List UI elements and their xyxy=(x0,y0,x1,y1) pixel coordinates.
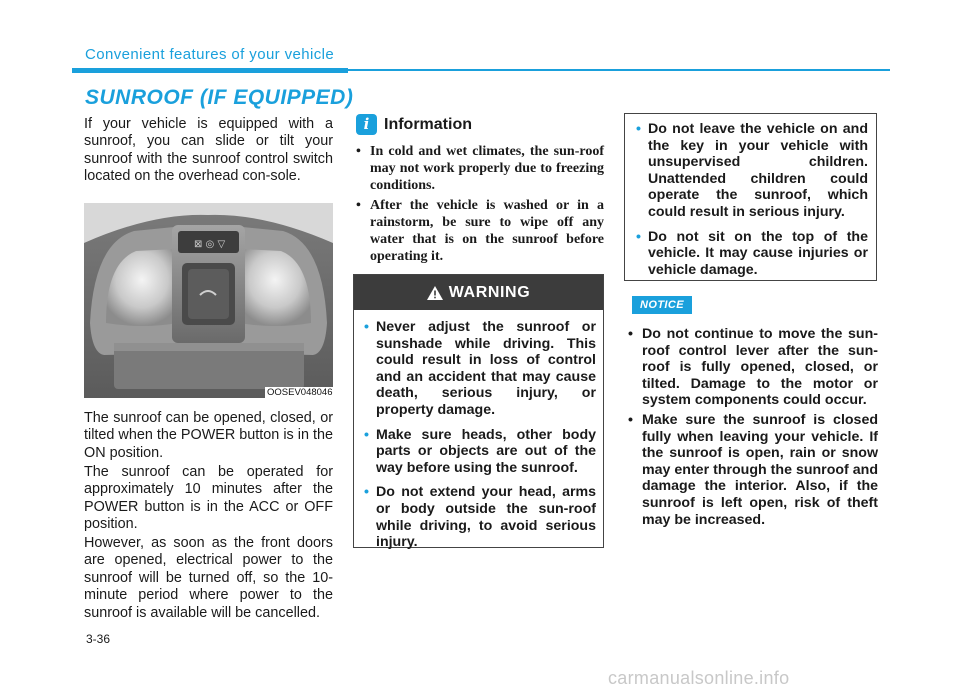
warning-item: • Make sure heads, other body parts or objects are out of the way before using the sunroof. xyxy=(364,426,596,476)
power-on-paragraph: The sunroof can be opened, closed, or tilted when the POWER button is in the ON position. xyxy=(84,410,333,461)
notice-item: • Make sure the sunroof is closed fully when leaving your vehicle. If the sunroof is open, rain or snow may enter through the sunroof and damage the interior. Also, if the sunroof is left open, risk of theft may be increased. xyxy=(628,411,878,528)
warning-box xyxy=(353,274,604,551)
chapter-title: Convenient features of your vehicle xyxy=(85,46,335,63)
notice-item: • Do not continue to move the sun-roof control lever after the sun-roof is fully opened, closed, or tilted. Damage to the motor or system components could occur. xyxy=(628,326,878,409)
warning-item: • Never adjust the sunroof or sunshade while driving. This could result in loss of control and an accident that may cause death, serious injury, or property damage. xyxy=(364,319,596,418)
power-acc-paragraph: The sunroof can be operated for approximately 10 minutes after the POWER button is in the ACC or OFF position. xyxy=(84,464,333,533)
info-icon: i xyxy=(356,114,377,135)
information-item: • In cold and wet climates, the sun-roof may not work properly due to freezing conditions. xyxy=(356,144,604,193)
section-title: SUNROOF (IF EQUIPPED) xyxy=(85,86,354,109)
door-cancel-paragraph: However, as soon as the front doors are opened, electrical power to the sunroof will be turned off, so the 10-minute period where power to the sunroof is available will be cancelled. xyxy=(84,535,333,621)
page-number: 3-36 xyxy=(86,632,111,646)
header-rule-thick xyxy=(72,68,348,73)
watermark: carmanualsonline.info xyxy=(608,668,790,688)
warning-continued-box xyxy=(624,113,877,281)
svg-text:⊠ ◎ ▽: ⊠ ◎ ▽ xyxy=(194,239,226,250)
warning-list xyxy=(364,319,596,559)
warning-item: • Do not sit on the top of the vehicle. It may cause injuries or vehicle damage. xyxy=(636,228,868,278)
information-title: Information xyxy=(384,116,472,133)
warning-triangle-icon xyxy=(427,286,443,300)
information-item: • After the vehicle is washed or in a rainstorm, be sure to wipe off any water that is on the sunroof before operating it. xyxy=(356,198,604,264)
header-rule-thin xyxy=(348,69,890,71)
warning-item: • Do not leave the vehicle on and the key in your vehicle with unsupervised children. Unattended children could operate the sunroof, which could result in serious injury. xyxy=(636,121,868,220)
overhead-console-illustration xyxy=(84,203,333,398)
notice-badge: NOTICE xyxy=(632,296,692,314)
intro-paragraph: If your vehicle is equipped with a sunroof, you can slide or tilt your sunroof with the sunroof control switch located on the overhead con-sole. xyxy=(84,116,333,185)
information-list xyxy=(356,144,604,270)
warning-header xyxy=(354,275,603,310)
warning-item: • Do not extend your head, arms or body outside the sun-roof while driving, to avoid serious injury. xyxy=(364,484,596,551)
warning-label: WARNING xyxy=(448,283,531,301)
warning-continued-list xyxy=(636,121,868,286)
overhead-console-photo xyxy=(84,203,333,398)
notice-list xyxy=(628,326,878,531)
image-code: OOSEV048046 xyxy=(267,387,333,398)
